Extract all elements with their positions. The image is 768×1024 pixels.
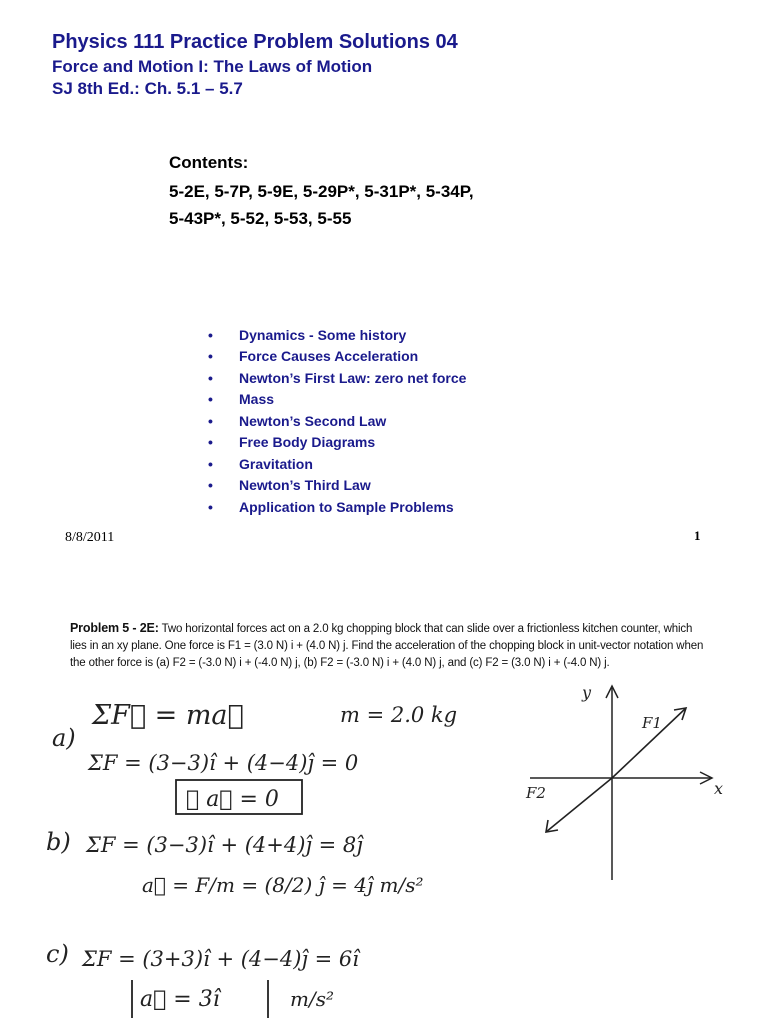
edition-line: SJ 8th Ed.: Ch. 5.1 – 5.7 [52,79,243,98]
bullet-icon: • [208,369,213,386]
part-c-units: m/s² [290,987,334,1011]
problem-statement [70,620,710,672]
bullet-icon: • [208,348,213,365]
handwritten-solution [0,680,768,1024]
bullet-icon: • [208,326,213,343]
page-number: 1 [694,528,701,543]
list-item: • Force Causes Acceleration [208,348,419,365]
page-subtitle: Force and Motion I: The Laws of Motion [52,57,373,76]
slide-date: 8/8/2011 [65,530,115,545]
list-item: • Application to Sample Problems [208,498,454,515]
part-c-result: a⃗ = 3î [140,987,220,1012]
part-b-accel: a⃗ = F/m = (8/2) ĵ = 4ĵ m/s² [142,873,424,897]
part-c-sum: ΣF = (3+3)î + (4−4)ĵ = 6î [82,947,359,971]
list-item: • Gravitation [208,455,313,472]
problem-label: Problem 5 - 2E: [70,621,159,635]
contents-line-2: 5-43P*, 5-52, 5-53, 5-55 [169,209,352,228]
bullet-icon: • [208,477,213,494]
part-a-sum: ΣF = (3−3)î + (4−4)ĵ = 0 [88,751,359,775]
list-item: • Dynamics - Some history [208,326,407,343]
bullet-icon: • [208,455,213,472]
part-b-label: b) [46,828,71,856]
axis-y-label: y [582,683,592,702]
contents-heading: Contents: [169,153,249,172]
bullet-icon: • [208,498,213,515]
axis-x-label: x [714,779,724,798]
bullet-icon: • [208,412,213,429]
vector-f2-line [546,778,612,832]
bullet-icon: • [208,391,213,408]
part-c-label: c) [46,940,69,968]
contents-line-1: 5-2E, 5-7P, 5-9E, 5-29P*, 5-31P*, 5-34P, [169,182,474,201]
vector-f1-label: F1 [642,714,662,732]
bullet-icon: • [208,434,213,451]
part-a-label: a) [52,724,76,752]
vector-f2-label: F2 [526,784,546,802]
list-item: • Newton’s First Law: zero net force [208,369,467,386]
page-title: Physics 111 Practice Problem Solutions 04 [52,31,458,53]
topic-list [208,324,466,518]
list-item: • Newton’s Third Law [208,477,371,494]
list-item: • Mass [208,391,275,408]
list-item: • Newton’s Second Law [208,412,387,429]
list-item: • Free Body Diagrams [208,434,376,451]
part-a-result: ∴ a⃗ = 0 [186,787,279,812]
equation-newton: ΣF⃗ = ma⃗ [92,700,244,731]
part-b-sum: ΣF = (3−3)î + (4+4)ĵ = 8ĵ [86,833,363,857]
equation-mass: m = 2.0 kg [340,703,458,727]
problem-text: Two horizontal forces act on a 2.0 kg chopping block that can slide over a frictionless kitchen counter, which lies in an xy plane. One force is F1 = (3.0 N) i + (4.0 N) j. Find the acceleration of the chopping block in unit-vector notation when the other force is (a) F2 = (-3.0 N) i + (-4.0 N) j, (b) F2 = (-3.0 N) i + (4.0 N) j, and (c) F2 = (3.0 N) i + (-4.0 N) j. [70,623,704,669]
